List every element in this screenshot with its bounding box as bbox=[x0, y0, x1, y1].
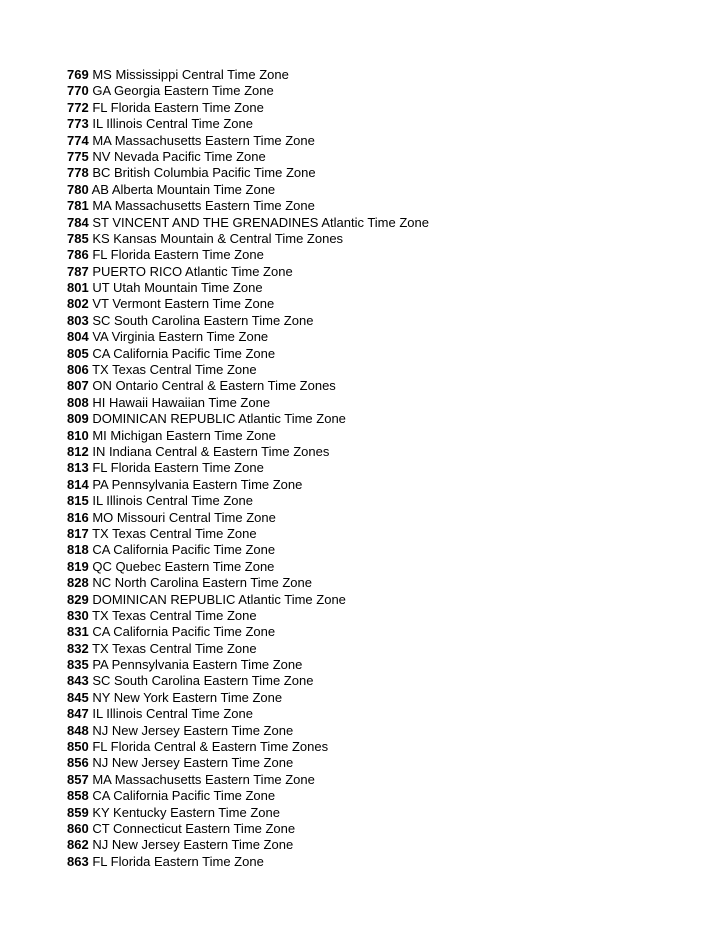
area-code: 832 bbox=[67, 640, 89, 656]
area-description: VT Vermont Eastern Time Zone bbox=[92, 296, 275, 312]
area-code: 857 bbox=[67, 771, 89, 787]
area-code: 819 bbox=[67, 558, 89, 574]
area-code: 859 bbox=[67, 804, 89, 820]
area-description: IN Indiana Central & Eastern Time Zones bbox=[92, 443, 330, 459]
area-description: NV Nevada Pacific Time Zone bbox=[92, 148, 266, 164]
area-description: AB Alberta Mountain Time Zone bbox=[91, 181, 276, 197]
area-code: 856 bbox=[67, 755, 89, 771]
area-code: 781 bbox=[67, 198, 89, 214]
list-item bbox=[67, 182, 707, 198]
area-code: 772 bbox=[67, 99, 89, 115]
list-item bbox=[67, 493, 707, 509]
list-item bbox=[67, 231, 707, 247]
list-item bbox=[67, 100, 707, 116]
area-description: CA California Pacific Time Zone bbox=[92, 624, 276, 640]
area-description: IL Illinois Central Time Zone bbox=[92, 493, 253, 509]
area-description: KY Kentucky Eastern Time Zone bbox=[92, 804, 280, 820]
list-item bbox=[67, 788, 707, 804]
area-description: FL Florida Eastern Time Zone bbox=[92, 247, 264, 263]
list-item bbox=[67, 805, 707, 821]
list-item bbox=[67, 444, 707, 460]
list-item bbox=[67, 821, 707, 837]
area-code: 805 bbox=[67, 345, 89, 361]
area-code: 784 bbox=[67, 214, 89, 230]
list-item bbox=[67, 329, 707, 345]
area-code: 850 bbox=[67, 739, 89, 755]
area-code-list bbox=[67, 67, 707, 870]
area-code: 770 bbox=[67, 83, 89, 99]
list-item bbox=[67, 149, 707, 165]
list-item bbox=[67, 133, 707, 149]
area-code: 803 bbox=[67, 312, 89, 328]
list-item bbox=[67, 559, 707, 575]
list-item bbox=[67, 378, 707, 394]
area-code: 812 bbox=[67, 443, 89, 459]
list-item bbox=[67, 641, 707, 657]
list-item bbox=[67, 247, 707, 263]
area-description: BC British Columbia Pacific Time Zone bbox=[92, 165, 316, 181]
list-item bbox=[67, 83, 707, 99]
area-code: 786 bbox=[67, 247, 89, 263]
area-code: 804 bbox=[67, 329, 89, 345]
area-description: TX Texas Central Time Zone bbox=[92, 607, 257, 623]
area-code: 831 bbox=[67, 624, 89, 640]
area-description: TX Texas Central Time Zone bbox=[92, 640, 257, 656]
area-description: CA California Pacific Time Zone bbox=[92, 542, 276, 558]
area-description: IL Illinois Central Time Zone bbox=[92, 116, 253, 132]
list-item bbox=[67, 411, 707, 427]
area-description: CA California Pacific Time Zone bbox=[92, 345, 276, 361]
list-item bbox=[67, 723, 707, 739]
area-description: ON Ontario Central & Eastern Time Zones bbox=[92, 378, 336, 394]
area-description: DOMINICAN REPUBLIC Atlantic Time Zone bbox=[92, 591, 346, 607]
area-code: 815 bbox=[67, 493, 89, 509]
area-description: FL Florida Eastern Time Zone bbox=[92, 853, 264, 869]
list-item bbox=[67, 460, 707, 476]
area-description: CA California Pacific Time Zone bbox=[92, 788, 276, 804]
area-code: 858 bbox=[67, 788, 89, 804]
area-description: IL Illinois Central Time Zone bbox=[92, 706, 253, 722]
list-item bbox=[67, 854, 707, 870]
area-description: PA Pennsylvania Eastern Time Zone bbox=[92, 476, 303, 492]
area-code: 835 bbox=[67, 657, 89, 673]
area-description: DOMINICAN REPUBLIC Atlantic Time Zone bbox=[92, 411, 346, 427]
area-code: 817 bbox=[67, 525, 89, 541]
list-item bbox=[67, 657, 707, 673]
list-item bbox=[67, 542, 707, 558]
list-item bbox=[67, 624, 707, 640]
list-item bbox=[67, 608, 707, 624]
list-item bbox=[67, 477, 707, 493]
area-description: FL Florida Central & Eastern Time Zones bbox=[92, 739, 329, 755]
list-item bbox=[67, 116, 707, 132]
area-description: NJ New Jersey Eastern Time Zone bbox=[92, 837, 294, 853]
area-code: 775 bbox=[67, 148, 89, 164]
list-item bbox=[67, 296, 707, 312]
list-item bbox=[67, 673, 707, 689]
area-code: 830 bbox=[67, 607, 89, 623]
area-code: 778 bbox=[67, 165, 89, 181]
area-code: 814 bbox=[67, 476, 89, 492]
area-code: 829 bbox=[67, 591, 89, 607]
area-description: CT Connecticut Eastern Time Zone bbox=[92, 820, 296, 836]
area-code: 862 bbox=[67, 837, 89, 853]
area-description: GA Georgia Eastern Time Zone bbox=[92, 83, 274, 99]
area-code: 769 bbox=[67, 67, 89, 82]
area-code: 843 bbox=[67, 673, 89, 689]
area-description: MO Missouri Central Time Zone bbox=[92, 509, 276, 525]
list-item bbox=[67, 739, 707, 755]
list-item bbox=[67, 772, 707, 788]
area-description: NC North Carolina Eastern Time Zone bbox=[92, 575, 312, 591]
area-description: MA Massachusetts Eastern Time Zone bbox=[92, 198, 315, 214]
list-item bbox=[67, 526, 707, 542]
list-item bbox=[67, 575, 707, 591]
area-code: 847 bbox=[67, 706, 89, 722]
list-item bbox=[67, 592, 707, 608]
list-item bbox=[67, 690, 707, 706]
list-item bbox=[67, 264, 707, 280]
area-code: 802 bbox=[67, 296, 89, 312]
area-description: VA Virginia Eastern Time Zone bbox=[92, 329, 269, 345]
area-code: 809 bbox=[67, 411, 89, 427]
list-item bbox=[67, 362, 707, 378]
list-item bbox=[67, 755, 707, 771]
area-code: 808 bbox=[67, 394, 89, 410]
area-code: 787 bbox=[67, 263, 89, 279]
area-code: 806 bbox=[67, 362, 89, 378]
area-code: 818 bbox=[67, 542, 89, 558]
area-description: ST VINCENT AND THE GRENADINES Atlantic Time Zone bbox=[92, 214, 429, 230]
list-item bbox=[67, 706, 707, 722]
area-description: KS Kansas Mountain & Central Time Zones bbox=[92, 230, 344, 246]
area-description: TX Texas Central Time Zone bbox=[92, 525, 257, 541]
area-code: 780 bbox=[67, 181, 89, 197]
list-item bbox=[67, 280, 707, 296]
area-description: NY New York Eastern Time Zone bbox=[92, 689, 283, 705]
area-code: 848 bbox=[67, 722, 89, 738]
list-item bbox=[67, 313, 707, 329]
area-code: 774 bbox=[67, 132, 89, 148]
area-description: MA Massachusetts Eastern Time Zone bbox=[92, 771, 315, 787]
list-item bbox=[67, 198, 707, 214]
area-description: FL Florida Eastern Time Zone bbox=[92, 99, 264, 115]
area-description: NJ New Jersey Eastern Time Zone bbox=[92, 755, 294, 771]
list-item bbox=[67, 67, 707, 83]
area-description: MI Michigan Eastern Time Zone bbox=[92, 427, 276, 443]
area-description: MS Mississippi Central Time Zone bbox=[92, 67, 289, 82]
area-description: NJ New Jersey Eastern Time Zone bbox=[92, 722, 294, 738]
area-code: 773 bbox=[67, 116, 89, 132]
area-code: 828 bbox=[67, 575, 89, 591]
area-description: TX Texas Central Time Zone bbox=[92, 362, 257, 378]
area-code: 816 bbox=[67, 509, 89, 525]
area-description: FL Florida Eastern Time Zone bbox=[92, 460, 264, 476]
area-code: 813 bbox=[67, 460, 89, 476]
area-description: MA Massachusetts Eastern Time Zone bbox=[92, 132, 315, 148]
area-code: 863 bbox=[67, 853, 89, 869]
area-code: 807 bbox=[67, 378, 89, 394]
area-code: 810 bbox=[67, 427, 89, 443]
area-description: PA Pennsylvania Eastern Time Zone bbox=[92, 657, 303, 673]
list-item bbox=[67, 346, 707, 362]
list-item bbox=[67, 837, 707, 853]
area-code: 801 bbox=[67, 280, 89, 296]
list-item bbox=[67, 395, 707, 411]
area-description: HI Hawaii Hawaiian Time Zone bbox=[92, 394, 271, 410]
area-description: PUERTO RICO Atlantic Time Zone bbox=[92, 263, 293, 279]
area-description: QC Quebec Eastern Time Zone bbox=[92, 558, 275, 574]
list-item bbox=[67, 428, 707, 444]
list-item bbox=[67, 215, 707, 231]
area-description: SC South Carolina Eastern Time Zone bbox=[92, 312, 314, 328]
area-code: 845 bbox=[67, 689, 89, 705]
area-description: SC South Carolina Eastern Time Zone bbox=[92, 673, 314, 689]
area-code: 860 bbox=[67, 820, 89, 836]
area-code: 785 bbox=[67, 230, 89, 246]
list-item bbox=[67, 165, 707, 181]
area-description: UT Utah Mountain Time Zone bbox=[92, 280, 263, 296]
list-item bbox=[67, 510, 707, 526]
